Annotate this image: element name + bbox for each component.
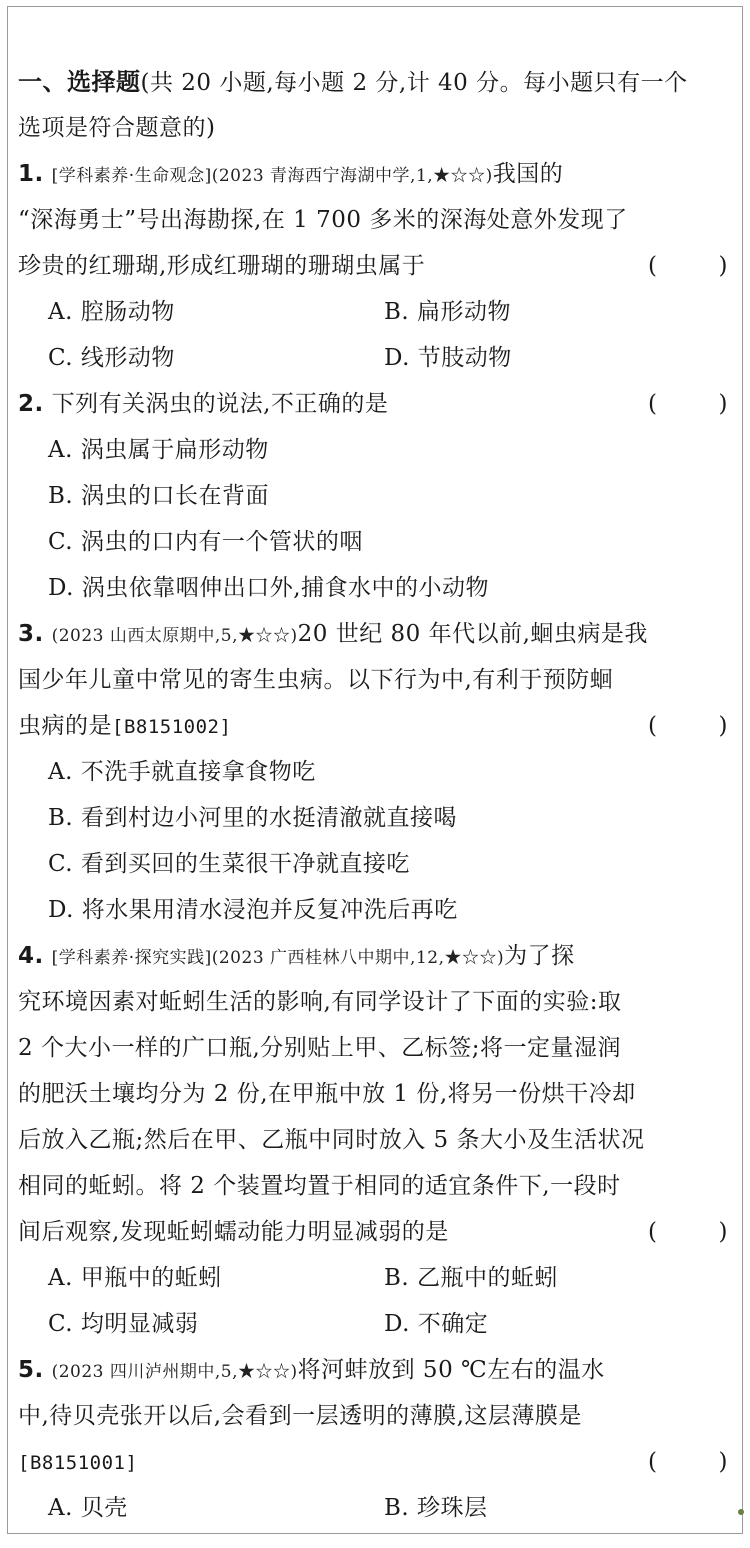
option-a[interactable]: A. 涡虫属于扁形动物 bbox=[48, 437, 269, 463]
option-d[interactable]: D. 涡虫依靠咽伸出口外,捕食水中的小动物 bbox=[48, 575, 490, 601]
question-text-line: 间后观察,发现蚯蚓蠕动能力明显减弱的是 ( ) bbox=[18, 1209, 734, 1255]
question-number: 2. bbox=[18, 391, 44, 417]
question-5 bbox=[18, 1347, 734, 1393]
question-source: (2023 广西桂林八中期中,12,★☆☆) bbox=[211, 948, 505, 968]
section-description: (共 20 小题,每小题 2 分,计 40 分。每小题只有一个 bbox=[140, 70, 688, 96]
question-number: 1. bbox=[18, 161, 44, 187]
question-text-line: 中,待贝壳张开以后,会看到一层透明的薄膜,这层薄膜是 bbox=[18, 1403, 582, 1429]
option-d[interactable]: D. 将水果用清水浸泡并反复冲洗后再吃 bbox=[48, 897, 458, 923]
question-number: 4. bbox=[18, 943, 44, 969]
question-code: [B8151001] bbox=[18, 1452, 138, 1474]
question-source: (2023 山西太原期中,5,★☆☆) bbox=[51, 626, 298, 646]
section-title: 一、选择题 bbox=[18, 68, 141, 96]
question-text: 20 世纪 80 年代以前,蛔虫病是我 bbox=[297, 621, 648, 647]
literacy-tag: [学科素养·生命观念] bbox=[51, 166, 212, 186]
option-d[interactable]: D. 节肢动物 bbox=[384, 345, 512, 371]
options-row bbox=[18, 1301, 734, 1347]
option-c[interactable]: C. 看到买回的生菜很干净就直接吃 bbox=[48, 851, 410, 877]
option-b[interactable]: B. 涡虫的口长在背面 bbox=[48, 483, 270, 509]
answer-blank[interactable]: ( ) bbox=[648, 1219, 728, 1245]
option-b[interactable]: B. 扁形动物 bbox=[384, 299, 512, 325]
question-text: 将河蚌放到 50 ℃左右的温水 bbox=[297, 1357, 605, 1383]
answer-blank[interactable]: ( ) bbox=[648, 391, 728, 417]
answer-blank[interactable]: ( ) bbox=[648, 713, 728, 739]
options-row bbox=[18, 289, 734, 335]
question-number: 5. bbox=[18, 1357, 44, 1383]
question-text-line: 虫病的是[B8151002] ( ) bbox=[18, 703, 734, 749]
question-text: 为了探 bbox=[504, 943, 575, 969]
question-number: 3. bbox=[18, 621, 44, 647]
option-a[interactable]: A. 贝壳 bbox=[48, 1495, 128, 1521]
question-1 bbox=[18, 151, 734, 197]
question-text-line: 相同的蚯蚓。将 2 个装置均置于相同的适宜条件下,一段时 bbox=[18, 1173, 621, 1199]
question-text-line: 2 个大小一样的广口瓶,分别贴上甲、乙标签;将一定量湿润 bbox=[18, 1035, 622, 1061]
question-3 bbox=[18, 611, 734, 657]
section-header bbox=[18, 59, 734, 105]
option-c[interactable]: C. 均明显减弱 bbox=[48, 1311, 199, 1337]
question-text: 下列有关涡虫的说法,不正确的是 bbox=[51, 391, 389, 417]
page-corner-dot bbox=[738, 1509, 744, 1515]
question-code: [B8151002] bbox=[112, 716, 232, 738]
question-text-line: 的肥沃土壤均分为 2 份,在甲瓶中放 1 份,将另一份烘干冷却 bbox=[18, 1081, 636, 1107]
option-a[interactable]: A. 腔肠动物 bbox=[48, 299, 175, 325]
question-4 bbox=[18, 933, 734, 979]
answer-blank[interactable]: ( ) bbox=[648, 253, 728, 279]
question-text-line: 国少年儿童中常见的寄生虫病。以下行为中,有利于预防蛔 bbox=[18, 667, 614, 693]
option-b[interactable]: B. 看到村边小河里的水挺清澈就直接喝 bbox=[48, 805, 458, 831]
literacy-tag: [学科素养·探究实践] bbox=[51, 948, 212, 968]
question-list bbox=[18, 59, 734, 1531]
option-b[interactable]: B. 乙瓶中的蚯蚓 bbox=[384, 1265, 559, 1291]
question-text-line: “深海勇士”号出海勘探,在 1 700 多米的深海处意外发现了 bbox=[18, 207, 628, 233]
options-row bbox=[18, 335, 734, 381]
question-text: 我国的 bbox=[492, 161, 564, 187]
question-text-line bbox=[18, 1439, 734, 1485]
option-d[interactable]: D. 不确定 bbox=[384, 1311, 489, 1337]
question-source: (2023 四川泸州期中,5,★☆☆) bbox=[51, 1362, 298, 1382]
question-text-line: 究环境因素对蚯蚓生活的影响,有同学设计了下面的实验:取 bbox=[18, 989, 622, 1015]
options-row bbox=[18, 1485, 734, 1531]
option-c[interactable]: C. 线形动物 bbox=[48, 345, 175, 371]
option-b[interactable]: B. 珍珠层 bbox=[384, 1495, 488, 1521]
option-a[interactable]: A. 不洗手就直接拿食物吃 bbox=[48, 759, 316, 785]
section-description-cont: 选项是符合题意的) bbox=[18, 115, 216, 141]
answer-blank[interactable]: ( ) bbox=[648, 1449, 728, 1475]
question-text-line: 后放入乙瓶;然后在甲、乙瓶中同时放入 5 条大小及生活状况 bbox=[18, 1127, 645, 1153]
question-text-line: 珍贵的红珊瑚,形成红珊瑚的珊瑚虫属于 ( ) bbox=[18, 243, 734, 289]
question-2 bbox=[18, 381, 734, 427]
option-c[interactable]: C. 涡虫的口内有一个管状的咽 bbox=[48, 529, 363, 555]
question-source: (2023 青海西宁海湖中学,1,★☆☆) bbox=[211, 166, 493, 186]
option-a[interactable]: A. 甲瓶中的蚯蚓 bbox=[48, 1265, 222, 1291]
options-row bbox=[18, 1255, 734, 1301]
worksheet-page bbox=[7, 6, 743, 1534]
